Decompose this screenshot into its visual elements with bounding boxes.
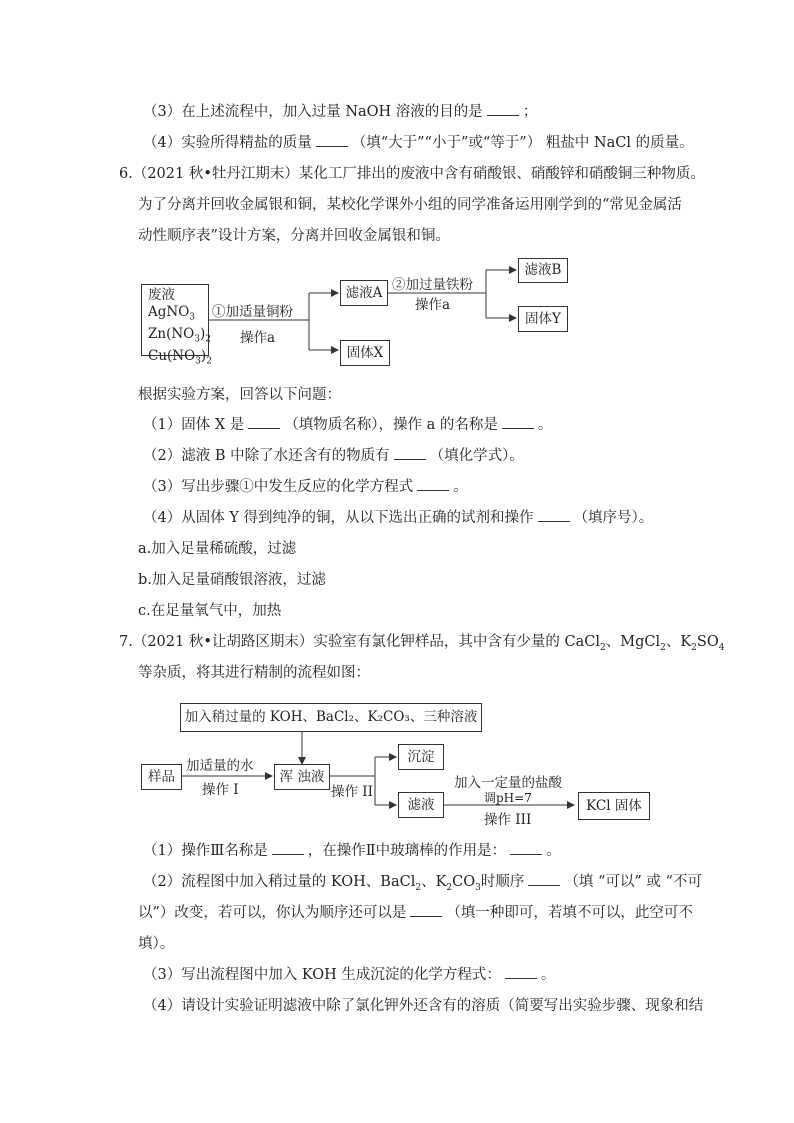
waste-liquid-box: 废液 AgNO$_3$ $Zn(NO_3)_2$ $Cu(NO_3)_2$ — [141, 284, 209, 356]
q7-step3-label: 加入一定量的盐酸 — [454, 775, 562, 791]
answer-blank[interactable] — [248, 414, 280, 429]
answer-blank[interactable] — [528, 871, 560, 886]
q6-sub2: （2）滤液 B 中除了水还含有的物质有 （填化学式）。 — [143, 445, 524, 467]
waste-agno3: AgNO$_3$ — [148, 303, 196, 323]
q7-step2-op: 操作 II — [331, 784, 373, 800]
filtrate-b-box: 滤液B — [518, 258, 568, 283]
q7-sub2-line1: （2）流程图中加入稍过量的 KOH、BaCl$_2$、$K_2CO_3$时顺序 （填 “可以” 或 “不可 — [143, 871, 702, 899]
answer-blank[interactable] — [410, 902, 442, 917]
filtrate-box: 滤液 — [398, 792, 444, 818]
answer-blank[interactable] — [502, 414, 534, 429]
q7-stem-line1: 7.（2021 秋•让胡路区期末）实验室有氯化钾样品，其中含有少量的 CaCl$_2$、MgCl$_2$、$K_2SO_4$ — [119, 634, 725, 653]
q6-stem-line3: 动性顺序表”设计方案，分离并回收金属银和铜。 — [138, 228, 450, 244]
q7-sub3: （3）写出流程图中加入 KOH 生成沉淀的化学方程式： 。 — [143, 964, 555, 986]
answer-blank[interactable] — [272, 840, 304, 855]
q7-sub4: （4）请设计实验证明滤液中除了氯化钾外还含有的溶质（简要写出实验步骤、现象和结 — [143, 998, 704, 1014]
q6-option-b: b.加入足量硝酸银溶液，过滤 — [138, 572, 326, 588]
reagents-box: 加入稍过量的 KOH、BaCl₂、K₂CO₃、三种溶液 — [180, 703, 482, 732]
waste-zn: $Zn(NO_3)_2$ — [148, 325, 211, 345]
answer-blank[interactable] — [417, 476, 449, 491]
q6-sub4: （4）从固体 Y 得到纯净的铜，从以下选出正确的试剂和操作 （填序号）。 — [143, 507, 653, 529]
q7-step1-op: 操作 I — [202, 782, 239, 798]
q6-option-a: a.加入足量稀硫酸，过滤 — [138, 541, 297, 557]
q7-step3-op: 操作 III — [484, 812, 532, 828]
q6-step1-label: ①加适量铜粉 — [212, 304, 293, 320]
answer-blank[interactable] — [394, 445, 426, 460]
kcl-solid-box: KCl 固体 — [578, 792, 650, 820]
answer-blank[interactable] — [510, 840, 542, 855]
turbid-liquid-box: 浑 浊液 — [274, 764, 330, 790]
q7-step3-ph: 调pH=7 — [484, 791, 532, 805]
answer-blank[interactable] — [505, 964, 537, 979]
q7-sub2-line3: 填）。 — [138, 936, 175, 952]
solid-x-box: 固体X — [340, 340, 390, 366]
q5-sub4: （4）实验所得精盐的质量 （填“大于”“小于”或“等于”） 粗盐中 NaCl 的质量。 — [143, 132, 694, 154]
sample-box: 样品 — [141, 764, 182, 790]
q7-sub2-line2: 以”）改变，若可以，你认为顺序还可以是 （填一种即可，若填不可以，此空可不 — [138, 902, 693, 924]
q6-step2-label: ②加过量铁粉 — [392, 277, 473, 293]
q6-option-c: c.在足量氧气中，加热 — [138, 603, 282, 619]
q6-step1-op: 操作a — [240, 330, 276, 346]
q6-step2-op: 操作a — [415, 297, 451, 313]
precipitate-box: 沉淀 — [398, 744, 444, 770]
q6-sub3: （3）写出步骤①中发生反应的化学方程式 。 — [143, 476, 468, 498]
q7-sub1: （1）操作Ⅲ名称是 ，在操作Ⅱ中玻璃棒的作用是： 。 — [143, 840, 561, 862]
solid-y-box: 固体Y — [518, 306, 568, 332]
q5-sub3: （3）在上述流程中，加入过量 NaOH 溶液的目的是 ； — [143, 101, 537, 123]
q7-stem-line2: 等杂质，将其进行精制的流程如图： — [138, 665, 370, 681]
q6-intro: 根据实验方案，回答以下问题： — [138, 387, 341, 403]
filtrate-a-box: 滤液A — [340, 280, 388, 306]
q7-step1-label: 加适量的水 — [186, 758, 254, 774]
answer-blank[interactable] — [538, 507, 570, 522]
waste-cu: $Cu(NO_3)_2$ — [148, 347, 212, 367]
q6-stem-line2: 为了分离并回收金属银和铜，某校化学课外小组的同学准备运用刚学到的“常见金属活 — [138, 197, 682, 213]
q6-sub1: （1）固体 X 是 （填物质名称），操作 a 的名称是 。 — [143, 414, 552, 436]
q6-stem-line1: 6.（2021 秋•牡丹江期末）某化工厂排出的废液中含有硝酸银、硝酸锌和硝酸铜三种物质。 — [119, 166, 705, 182]
